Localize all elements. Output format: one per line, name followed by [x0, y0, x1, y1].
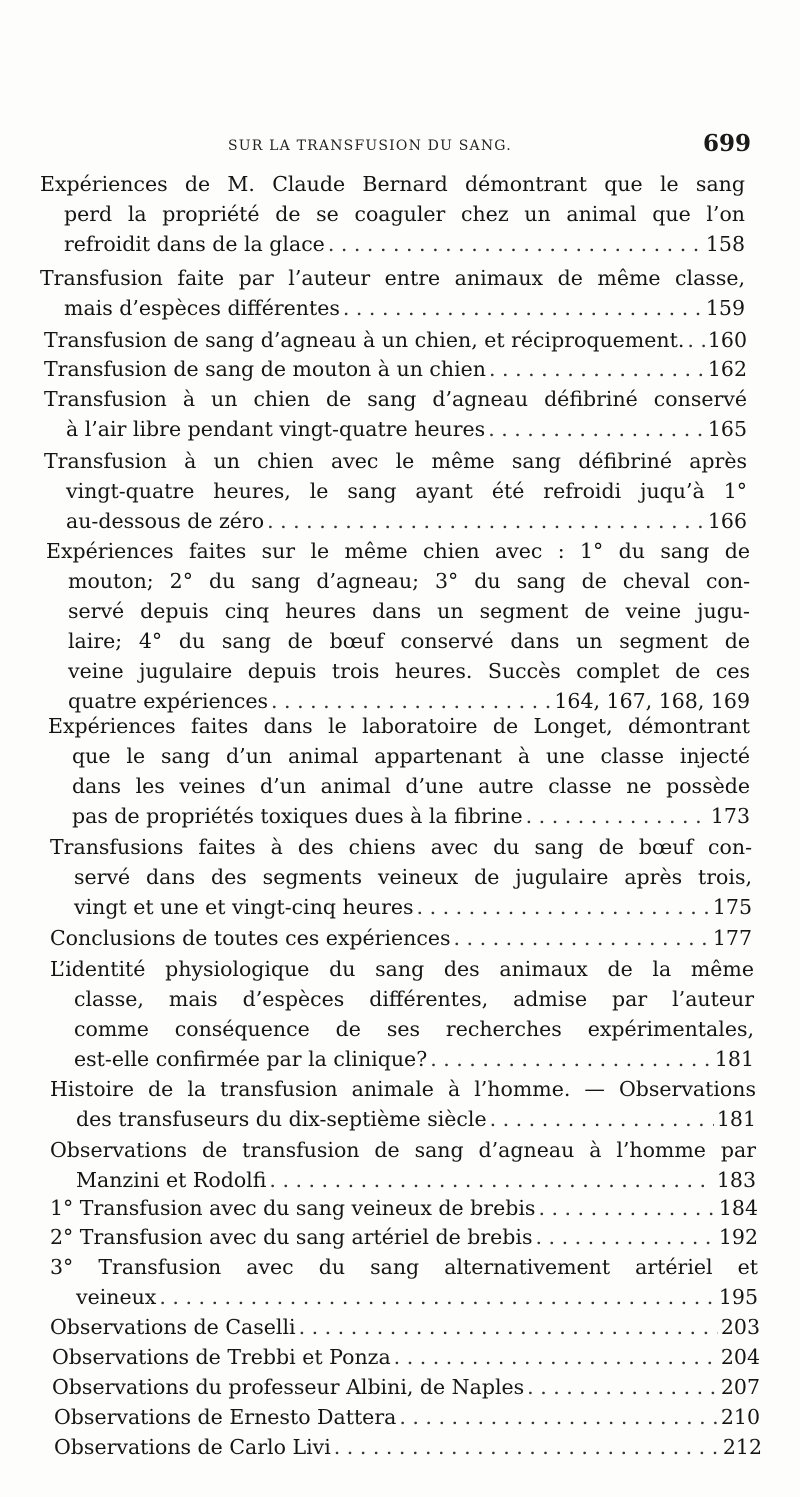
toc-entry-page: 158 — [705, 232, 745, 256]
toc-entry-page: 160 — [707, 328, 747, 352]
toc-entry-line — [44, 355, 747, 383]
toc-entry-line — [68, 687, 750, 715]
toc-entry-page: 195 — [718, 1285, 758, 1309]
dot-leader — [299, 1313, 718, 1341]
toc-entry-text: Conclusions de toutes ces expériences — [50, 926, 451, 950]
toc-entry-page: 183 — [716, 1168, 756, 1192]
dot-leader — [526, 802, 708, 830]
toc-entry-text: 1° Transfusion avec du sang veineux de brebis — [50, 1196, 536, 1220]
toc-entry-line: Transfusion faite par l’auteur entre animaux de même classe, — [40, 266, 745, 290]
toc-entry-page: 204 — [720, 1345, 760, 1369]
toc-entry-text: Observations de Carlo Livi — [54, 1435, 331, 1459]
toc-entry-text: mais d’espèces différentes — [64, 296, 340, 320]
toc-entry-text: au-dessous de zéro — [66, 509, 265, 533]
toc-entry-text: des transfuseurs du dix-septième siècle — [76, 1107, 487, 1131]
toc-entry-line: Expériences faites sur le même chien avec : 1° du sang de — [46, 539, 750, 563]
toc-entry-line: classe, mais d’espèces différentes, admise par l’auteur — [74, 987, 754, 1011]
toc-entry-line — [44, 326, 747, 354]
toc-entry-text: Manzini et Rodolfi — [76, 1168, 267, 1192]
toc-entry-line: Expériences de M. Claude Bernard démontrant que le sang — [40, 172, 745, 196]
toc-entry-page: 173 — [710, 804, 750, 828]
toc-entry-line: vingt-quatre heures, le sang ayant été refroidi juqu’à 1° — [66, 479, 747, 503]
toc-entry-line — [74, 1045, 754, 1073]
toc-entry-line: Observations de transfusion de sang d’agneau à l’homme par — [50, 1138, 756, 1162]
toc-entry-line — [50, 924, 752, 952]
toc-entry-line — [76, 1166, 756, 1194]
toc-entry-text: refroidit dans de la glace — [64, 232, 325, 256]
dot-leader — [328, 230, 703, 258]
dot-leader — [536, 1223, 716, 1251]
toc-entry-line: Transfusion à un chien avec le même sang défibriné après — [44, 449, 747, 473]
toc-entry-page: 159 — [705, 296, 745, 320]
dot-leader — [399, 1403, 718, 1431]
toc-entry-page: 181 — [716, 1107, 756, 1131]
toc-entry-page: 165 — [707, 417, 747, 441]
toc-entry-line: servé depuis cinq heures dans un segment de veine jugu- — [68, 599, 750, 623]
toc-entry-text: Transfusion de sang de mouton à un chien — [44, 357, 486, 381]
toc-entry-line: L’identité physiologique du sang des animaux de la même — [50, 957, 754, 981]
toc-entry-page: 166 — [707, 509, 747, 533]
toc-entry-line — [76, 1283, 758, 1311]
toc-entry-line — [76, 1105, 756, 1133]
toc-entry-page: 203 — [720, 1315, 760, 1339]
dot-leader — [488, 415, 705, 443]
page-number: 699 — [703, 130, 752, 157]
toc-entry-text: est-elle confirmée par la clinique? — [74, 1047, 428, 1071]
dot-leader — [343, 294, 703, 322]
toc-entry-line: Transfusions faites à des chiens avec du sang de bœuf con- — [50, 835, 752, 859]
toc-entry-line: que le sang d’un animal appartenant à une classe injecté — [72, 744, 750, 768]
toc-entry-text: Transfusion de sang d’agneau à un chien, et réciproquement. — [44, 328, 685, 352]
toc-entry-line — [66, 507, 747, 535]
toc-entry-page: 184 — [718, 1196, 758, 1220]
dot-leader — [417, 893, 710, 921]
dot-leader — [267, 507, 705, 535]
dot-leader — [527, 1373, 718, 1401]
dot-leader — [489, 355, 705, 383]
toc-entry-line — [50, 1313, 760, 1341]
toc-entry-page: 207 — [720, 1375, 760, 1399]
dot-leader — [334, 1433, 720, 1461]
page-header — [0, 130, 800, 162]
dot-leader — [394, 1343, 718, 1371]
toc-entry-line — [50, 1223, 758, 1251]
toc-entry-page: 175 — [712, 895, 752, 919]
toc-entry-page: 162 — [707, 357, 747, 381]
dot-leader — [687, 326, 705, 354]
toc-entry-line — [54, 1433, 762, 1461]
toc-entry-line — [54, 1403, 760, 1431]
toc-entry-line: servé dans des segments veineux de jugulaire après trois, — [74, 865, 752, 889]
toc-entry-text: Observations du professeur Albini, de Naples — [52, 1375, 525, 1399]
toc-entry-text: pas de propriétés toxiques dues à la fibrine — [72, 804, 523, 828]
toc-entry-line — [64, 230, 745, 258]
dot-leader — [454, 924, 710, 952]
toc-entry-line — [50, 1194, 758, 1222]
toc-entry-line: dans les veines d’un animal d’une autre classe ne possède — [72, 774, 750, 798]
dot-leader — [269, 1166, 713, 1194]
toc-entry-line: 3° Transfusion avec du sang alternativement artériel et — [50, 1255, 758, 1279]
toc-entry-line: perd la propriété de se coaguler chez un animal que l’on — [64, 202, 745, 226]
toc-entry-text: vingt et une et vingt-cinq heures — [74, 895, 414, 919]
toc-entry-line: laire; 4° du sang de bœuf conservé dans un segment de — [68, 629, 750, 653]
toc-entry-page: 210 — [720, 1405, 760, 1429]
toc-entry-page: 177 — [712, 926, 752, 950]
toc-entry-text: veineux — [76, 1285, 157, 1309]
toc-entry-line: veine jugulaire depuis trois heures. Succès complet de ces — [68, 659, 750, 683]
toc-entry-page: 212 — [722, 1435, 762, 1459]
toc-entry-line — [74, 893, 752, 921]
running-head: SUR LA TRANSFUSION DU SANG. — [228, 138, 512, 154]
toc-entry-line — [52, 1343, 760, 1371]
toc-entry-page: 192 — [718, 1225, 758, 1249]
toc-entry-line: Expériences faites dans le laboratoire de Longet, démontrant — [48, 714, 750, 738]
toc-entry-line: Transfusion à un chien de sang d’agneau défibriné conservé — [44, 387, 747, 411]
toc-entry-line: Histoire de la transfusion animale à l’homme. — Observations — [50, 1077, 756, 1101]
toc-entry-line — [52, 1373, 760, 1401]
toc-entry-text: 2° Transfusion avec du sang artériel de brebis — [50, 1225, 533, 1249]
dot-leader — [159, 1283, 715, 1311]
toc-entry-text: Observations de Trebbi et Ponza — [52, 1345, 391, 1369]
toc-entry-line: mouton; 2° du sang d’agneau; 3° du sang de cheval con- — [68, 569, 750, 593]
toc-entry-text: Observations de Caselli — [50, 1315, 296, 1339]
toc-entry-page: 164, 167, 168, 169 — [554, 689, 750, 713]
toc-entry-line — [72, 802, 750, 830]
toc-entry-line — [64, 294, 745, 322]
dot-leader — [271, 687, 551, 715]
toc-entry-text: Observations de Ernesto Dattera — [54, 1405, 397, 1429]
dot-leader — [430, 1045, 712, 1073]
toc-entry-line — [66, 415, 747, 443]
toc-entry-page: 181 — [714, 1047, 754, 1071]
dot-leader — [490, 1105, 714, 1133]
toc-entry-line: comme conséquence de ses recherches expérimentales, — [74, 1017, 754, 1041]
dot-leader — [538, 1194, 715, 1222]
toc-entry-text: à l’air libre pendant vingt-quatre heures — [66, 417, 486, 441]
toc-entry-text: quatre expériences — [68, 689, 269, 713]
